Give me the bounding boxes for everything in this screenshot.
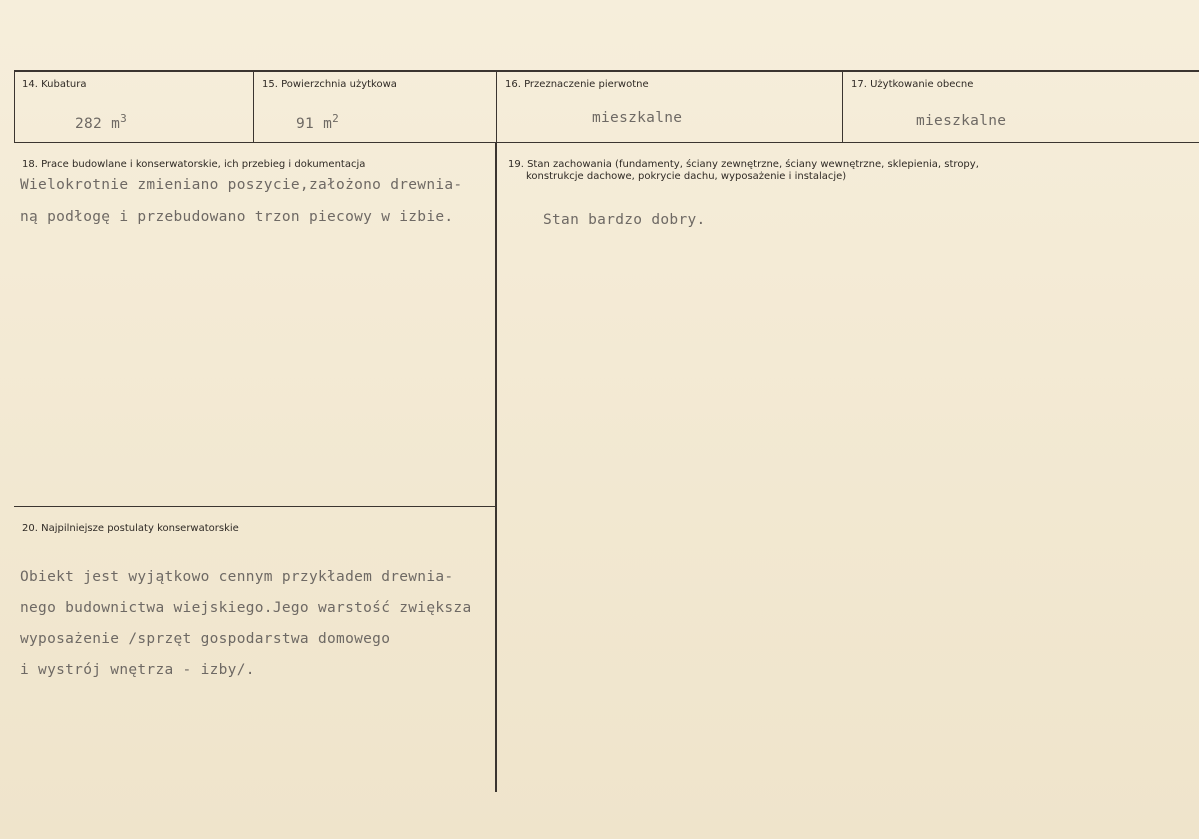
field-15-value: 91 $m^2$ <box>296 112 340 132</box>
field-18-label: 18. Prace budowlane i konserwatorskie, ich przebieg i dokumentacja <box>22 159 366 170</box>
divider-15-16 <box>496 70 497 143</box>
field-19-value: Stan bardzo dobry. <box>543 212 706 228</box>
field-19-label-line-2: konstrukcje dachowe, pokrycie dachu, wyposażenie i instalacje) <box>526 171 847 182</box>
row2-bottom-line <box>14 506 496 507</box>
field-17-value: mieszkalne <box>916 113 1007 129</box>
field-20-line-1: Obiekt jest wyjątkowo cennym przykładem drewnia- <box>20 569 454 585</box>
field-19-label-line-1: 19. Stan zachowania (fundamenty, ściany zewnętrzne, ściany wewnętrzne, sklepienia, stropy, <box>508 159 979 170</box>
field-16-value: mieszkalne <box>592 110 683 126</box>
field-20-label: 20. Najpilniejsze postulaty konserwatorskie <box>22 523 239 534</box>
center-vertical-line <box>495 142 497 792</box>
field-14-label: 14. Kubatura <box>22 79 87 90</box>
field-18-line-2: ną podłogę i przebudowano trzon piecowy w izbie. <box>20 209 454 225</box>
row1-bottom-line <box>14 142 1199 143</box>
left-border-line <box>14 70 15 143</box>
top-border-line <box>14 70 1199 72</box>
field-18-line-1: Wielokrotnie zmieniano poszycie,założono drewnia- <box>20 177 463 193</box>
divider-16-17 <box>842 70 843 143</box>
field-16-label: 16. Przeznaczenie pierwotne <box>505 79 649 90</box>
divider-14-15 <box>253 70 254 143</box>
field-20-line-4: i wystrój wnętrza - izby/. <box>20 662 255 678</box>
field-20-line-2: nego budownictwa wiejskiego.Jego warstość zwiększa <box>20 600 472 616</box>
field-17-label: 17. Użytkowanie obecne <box>851 79 974 90</box>
field-20-line-3: wyposażenie /sprzęt gospodarstwa domowego <box>20 631 391 647</box>
field-15-label: 15. Powierzchnia użytkowa <box>262 79 397 90</box>
field-14-value: 282 $m^3$ <box>75 112 128 132</box>
